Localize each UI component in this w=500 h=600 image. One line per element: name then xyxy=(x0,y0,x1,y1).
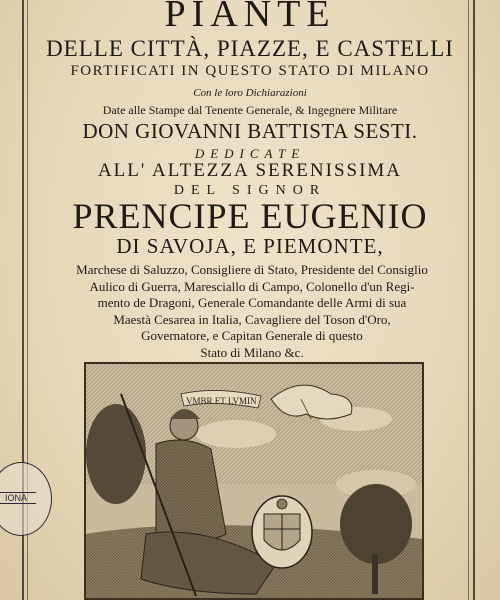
paragraph-line: mento de Dragoni, Generale Comandante delle Armi di sua xyxy=(97,295,407,310)
author-name: DON GIOVANNI BATTISTA SESTI. xyxy=(82,119,418,143)
paragraph-line: Stato di Milano &c. xyxy=(200,344,304,360)
dedication-line-highness: ALL' ALTEZZA SERENISSIMA xyxy=(97,160,403,181)
banner-motto: VMBR ET LVMIN xyxy=(186,396,257,406)
engraving-illustration xyxy=(86,364,422,598)
paragraph-line: Maestà Cesarea in Italia, Cavagliere del Toson d'Oro, xyxy=(113,311,391,327)
dedicatee-name: PRENCIPE EUGENIO xyxy=(72,196,428,236)
dedicatee-title: DI SAVOJA, E PIEMONTE, xyxy=(116,234,384,258)
dedicate-label: DEDICATE xyxy=(194,146,306,161)
subtitle-line-cities: DELLE CITTÀ, PIAZZE, E CASTELLI xyxy=(46,36,454,61)
frontispiece-engraving xyxy=(84,362,424,600)
library-stamp-text: IONA xyxy=(0,492,36,504)
right-border-rule xyxy=(473,0,475,600)
paragraph-line: Marchese di Saluzzo, Consigliere di Stato, Presidente del Consiglio xyxy=(76,262,428,277)
paragraph-line: Governatore, e Capitan Generale di questo xyxy=(141,328,363,343)
dedication-line-signor: DEL SIGNOR xyxy=(173,183,327,198)
dedicatee-titles-paragraph xyxy=(34,262,470,361)
paragraph-line: Aulico di Guerra, Maresciallo di Campo, Colonello d'un Regi- xyxy=(89,278,415,294)
subtitle-line-printed: Date alle Stampe dal Tenente Generale, & Ingegnere Militare xyxy=(102,103,398,117)
title: PIANTE xyxy=(164,0,336,35)
subtitle-line-fortified: FORTIFICATI IN QUESTO STATO DI MILANO xyxy=(70,63,430,79)
subtitle-line-declarations: Con le loro Dichiarazioni xyxy=(193,87,307,99)
